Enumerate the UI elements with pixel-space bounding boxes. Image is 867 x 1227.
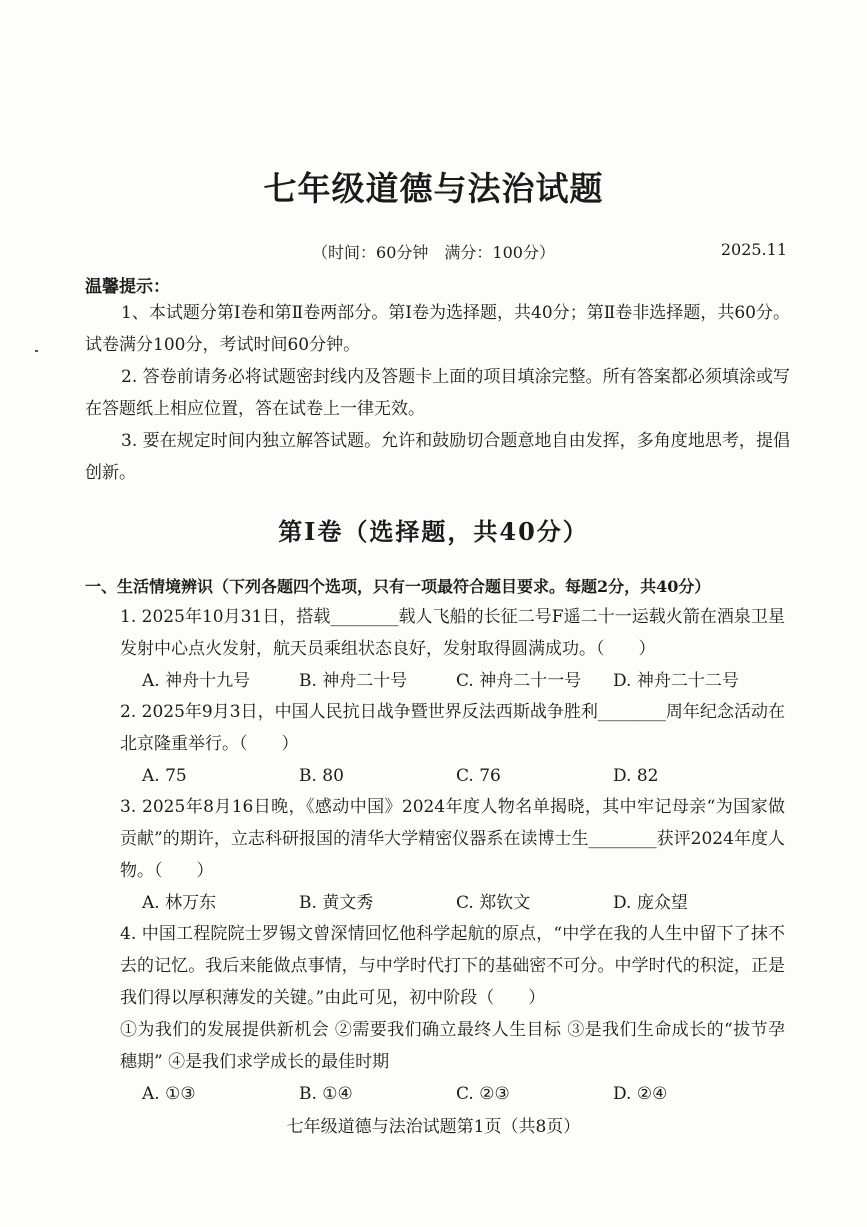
tip-item: 1、本试题分第Ⅰ卷和第Ⅱ卷两部分。第Ⅰ卷为选择题，共40分；第Ⅱ卷非选择题，共60分。试卷满分100分，考试时间60分钟。: [85, 303, 790, 355]
question-options: [120, 887, 785, 919]
question-1: [120, 601, 785, 697]
page-footer: 七年级道德与法治试题第1页（共8页）: [286, 1117, 581, 1137]
question-4: [120, 918, 785, 1110]
question-2: [120, 696, 785, 792]
question-3: [120, 791, 785, 919]
tip-item: 2. 答卷前请务必将试题密封线内及答题卡上面的项目填涂完整。所有答案都必须填涂或写在答题纸上相应位置，答在试卷上一律无效。: [85, 367, 790, 419]
exam-date: 2025.11: [720, 240, 787, 259]
exam-meta: （时间：60分钟 满分：100分）: [312, 243, 555, 262]
option-d: D. 82: [613, 766, 659, 786]
exam-meta-line: [0, 240, 867, 264]
section-title: 第Ⅰ卷（选择题，共40分）: [278, 517, 589, 546]
option-c: C. 76: [456, 766, 501, 786]
option-c: C. 郑钦文: [456, 893, 531, 913]
option-b: B. 黄文秀: [299, 893, 374, 913]
question-stem: 1. 2025年10月31日，搭载________载人飞船的长征二号F遥二十一运载火箭在酒泉卫星发射中心点火发射，航天员乘组状态良好，发射取得圆满成功。（ ）: [120, 607, 785, 659]
option-a: A. 神舟十九号: [142, 671, 251, 691]
question-stem: 3. 2025年8月16日晚，《感动中国》2024年度人物名单揭晓，其中牢记母亲“为国家做贡献”的期许，立志科研报国的清华大学精密仪器系在读博士生________获评2024年度人物。（ ）: [120, 797, 785, 881]
option-a: A. 林万东: [142, 893, 217, 913]
scan-speck: [35, 350, 38, 352]
option-b: B. 80: [299, 766, 344, 786]
option-c: C. 神舟二十一号: [456, 671, 582, 691]
question-options: [120, 1078, 785, 1110]
option-d: D. ②④: [613, 1084, 668, 1104]
tips-heading: 温馨提示：: [85, 277, 170, 297]
tip-item: 3. 要在规定时间内独立解答试题。允许和鼓励切合题意地自由发挥，多角度地思考，提倡创新。: [85, 431, 790, 483]
question-options: [120, 665, 785, 697]
option-d: D. 神舟二十二号: [613, 671, 739, 691]
option-b: B. 神舟二十号: [299, 671, 408, 691]
question-choices: ①为我们的发展提供新机会 ②需要我们确立最终人生目标 ③是我们生命成长的“拔节孕穗期” ④是我们求学成长的最佳时期: [120, 1020, 785, 1072]
question-options: [120, 760, 785, 792]
option-c: C. ②③: [456, 1084, 510, 1104]
exam-title: 七年级道德与法治试题: [263, 169, 604, 208]
option-a: A. 75: [142, 766, 187, 786]
option-a: A. ①③: [142, 1084, 196, 1104]
part-heading: 一、生活情境辨识（下列各题四个选项，只有一项最符合题目要求。每题2分，共40分）: [85, 577, 711, 596]
option-d: D. 庞众望: [613, 893, 688, 913]
option-b: B. ①④: [299, 1084, 353, 1104]
question-stem: 2. 2025年9月3日，中国人民抗日战争暨世界反法西斯战争胜利________周年纪念活动在北京隆重举行。（ ）: [120, 702, 785, 754]
question-stem: 4. 中国工程院院士罗锡文曾深情回忆他科学起航的原点，“中学在我的人生中留下了抹不去的记忆。我后来能做点事情，与中学时代打下的基础密不可分。中学时代的积淀，正是我们得以厚积薄发的关键。”由此可见，初中阶段（ ）: [120, 924, 785, 1008]
